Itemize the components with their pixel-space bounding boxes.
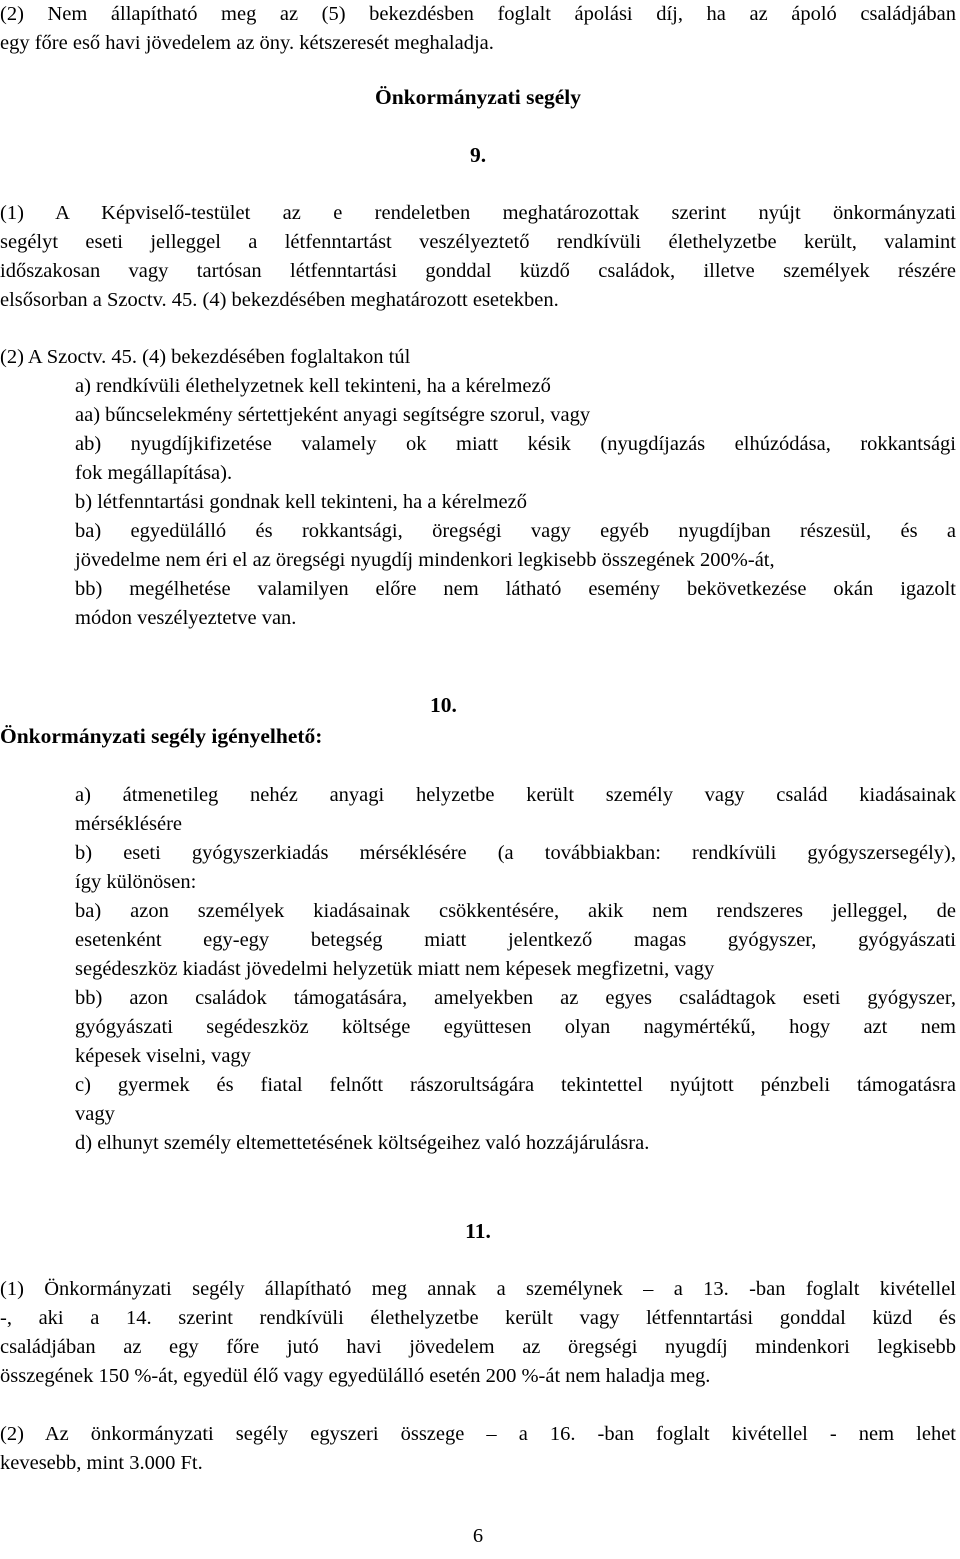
page-number: 6: [472, 1525, 484, 1547]
s9-p2-item: jövedelme nem éri el az öregségi nyugdíj mindenkori legkisebb összegének 200%-át,: [75, 549, 775, 571]
s9-p1-line: segélyt eseti jelleggel a létfenntartást veszélyeztető rendkívüli élethelyzetbe került, valamint: [0, 231, 956, 253]
s11-p1-line: összegének 150 %-át, egyedül élő vagy egyedülálló esetén 200 %-át nem haladja meg.: [0, 1365, 711, 1387]
s10-item: a) átmenetileg nehéz anyagi helyzetbe került személy vagy család kiadásainak: [75, 784, 956, 806]
s9-p2-intro: (2) A Szoctv. 45. (4) bekezdésében foglaltakon túl: [0, 346, 411, 368]
s9-p2-item: b) létfenntartási gondnak kell tekinteni, ha a kérelmező: [75, 491, 527, 513]
s11-p1-line: családjában az egy főre jutó havi jövedelem az öregségi nyugdíj mindenkori legkisebb: [0, 1336, 956, 1358]
s9-p2-item: bb) megélhetése valamilyen előre nem látható esemény bekövetkezése okán igazolt: [75, 578, 956, 600]
section-10-number: 10.: [430, 693, 457, 717]
s9-p2-item: ba) egyedülálló és rokkantsági, öregségi vagy egyéb nyugdíjban részesül, és a: [75, 520, 956, 542]
section-11-number: 11.: [465, 1219, 491, 1243]
s10-item: így különösen:: [75, 871, 197, 893]
s9-p1-line: elsősorban a Szoctv. 45. (4) bekezdésében meghatározott esetekben.: [0, 289, 559, 311]
s10-item: esetenként egy-egy betegség miatt jelentkező magas gyógyszer, gyógyászati: [75, 929, 956, 951]
s10-item: vagy: [75, 1103, 115, 1125]
s9-p2-item: módon veszélyeztetve van.: [75, 607, 297, 629]
section-10-heading: Önkormányzati segély igényelhető:: [0, 724, 323, 748]
s9-p2-item: fok megállapítása).: [75, 462, 233, 484]
s10-item: gyógyászati segédeszköz költsége együttesen olyan nagymértékű, hogy azt nem: [75, 1016, 956, 1038]
intro-line-2: egy főre eső havi jövedelem az öny. kétszeresét meghaladja.: [0, 32, 494, 54]
s10-item: b) eseti gyógyszerkiadás mérséklésére (a továbbiakban: rendkívüli gyógyszersegély),: [75, 842, 956, 864]
s9-p2-item: a) rendkívüli élethelyzetnek kell tekinteni, ha a kérelmező: [75, 375, 551, 397]
s10-item: bb) azon családok támogatására, amelyekben az egyes családtagok eseti gyógyszer,: [75, 987, 956, 1009]
s10-item: segédeszköz kiadást jövedelmi helyzetük miatt nem képesek megfizetni, vagy: [75, 958, 715, 980]
s11-p2-line: (2) Az önkormányzati segély egyszeri összege – a 16. -ban foglalt kivétellel - nem lehet: [0, 1423, 956, 1445]
s10-item: ba) azon személyek kiadásainak csökkentésére, akik nem rendszeres jelleggel, de: [75, 900, 956, 922]
s9-p1-line: (1) A Képviselő-testület az e rendeletben meghatározottak szerint nyújt önkormányzati: [0, 202, 956, 224]
section-heading: Önkormányzati segély: [374, 85, 582, 109]
s10-item: d) elhunyt személy eltemettetésének költségeihez való hozzájárulásra.: [75, 1132, 650, 1154]
intro-line-1: (2) Nem állapítható meg az (5) bekezdésben foglalt ápolási díj, ha az ápoló családjában: [0, 3, 956, 25]
s9-p2-item: ab) nyugdíjkifizetése valamely ok miatt késik (nyugdíjazás elhúzódása, rokkantsági: [75, 433, 956, 455]
s11-p1-line: (1) Önkormányzati segély állapítható meg annak a személynek – a 13. -ban foglalt kivétellel: [0, 1278, 956, 1300]
s10-item: c) gyermek és fiatal felnőtt rászorultságára tekintettel nyújtott pénzbeli támogatásra: [75, 1074, 956, 1096]
s9-p2-item: aa) bűncselekmény sértettjeként anyagi segítségre szorul, vagy: [75, 404, 591, 426]
s11-p1-line: -, aki a 14. szerint rendkívüli élethelyzetbe került vagy létfenntartási gonddal küzd és: [0, 1307, 956, 1329]
s9-p1-line: időszakosan vagy tartósan létfenntartási gonddal küzdő családok, illetve személyek részére: [0, 260, 956, 282]
s10-item: mérséklésére: [75, 813, 182, 835]
section-9-number: 9.: [469, 143, 487, 167]
s11-p2-line: kevesebb, mint 3.000 Ft.: [0, 1452, 203, 1474]
s10-item: képesek viselni, vagy: [75, 1045, 251, 1067]
